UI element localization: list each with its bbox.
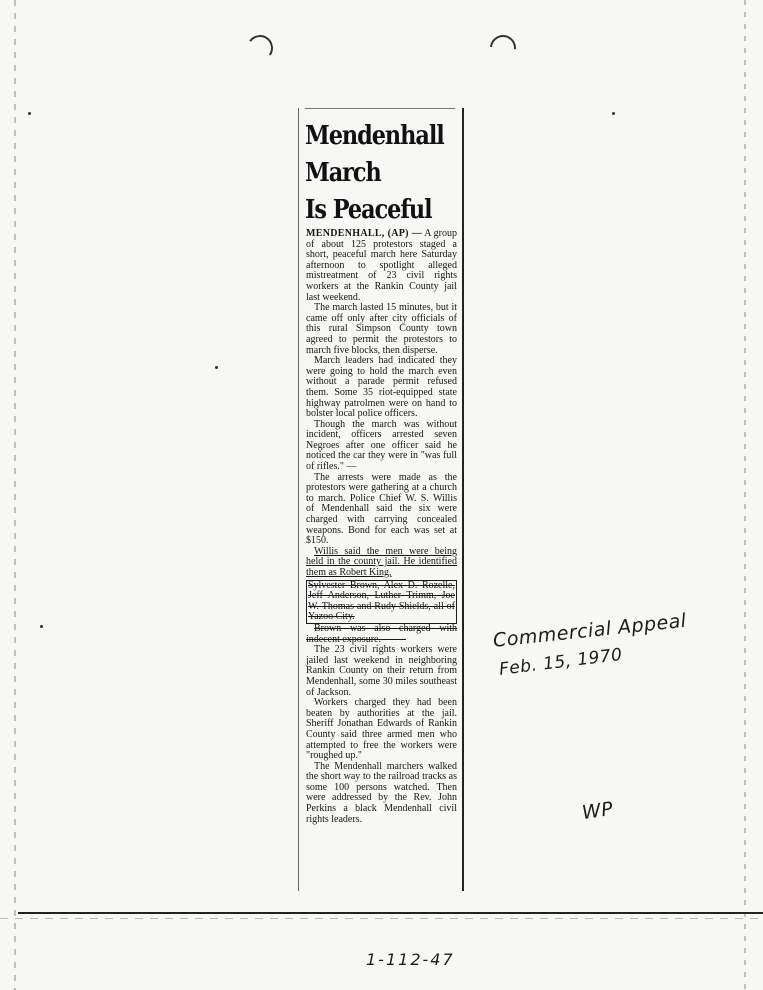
willis-intro: Willis said the men were being held in the county jail. He identified them as Robert King, bbox=[306, 545, 457, 578]
handwritten-initials: WP bbox=[580, 797, 615, 825]
dateline: MENDENHALL, (AP) — bbox=[306, 228, 423, 239]
scan-speck bbox=[28, 112, 31, 115]
article-body bbox=[306, 229, 457, 825]
clipping-top-rule bbox=[305, 108, 455, 109]
paragraph: The march lasted 15 minutes, but it came off only after city officials of this rural Simpson County town agreed to permit the protestors to march five blocks, then disperse. bbox=[306, 302, 457, 356]
scan-speck bbox=[40, 625, 43, 628]
punch-hole-left bbox=[245, 33, 275, 63]
binder-edge-right bbox=[744, 0, 746, 990]
paragraph: The arrests were made as the protestors were gathering at a church to march. Police Chief W. S. Willis of Mendenhall said the six were charged with carrying concealed weapons. Bond for each was set at $150. bbox=[306, 471, 457, 547]
paragraph: Though the march was without incident, officers arrested seven Negroes after one officer said he noticed the car they were in "was full of rifles." — bbox=[306, 418, 457, 473]
handwritten-source: Commercial Appeal bbox=[492, 609, 688, 652]
arrested-names-box bbox=[306, 580, 457, 624]
paragraph: March leaders had indicated they were going to hold the march even without a parade permit refused them. Some 35 riot-equipped state highway patrolmen were on hand to bolster local police officers. bbox=[306, 355, 457, 420]
paragraph-lead bbox=[306, 229, 457, 303]
scan-speck bbox=[612, 112, 615, 115]
page-bottom-rule-dashed bbox=[0, 918, 763, 919]
headline-line-1: Mendenhall bbox=[305, 121, 444, 151]
headline-line-3: Is Peaceful bbox=[305, 195, 432, 225]
page-bottom-rule bbox=[18, 912, 763, 914]
paragraph-brown bbox=[306, 624, 457, 645]
paragraph-closing bbox=[306, 762, 457, 826]
arrested-names: Sylvester Brown, Alex D. Rozelle, Jeff Anderson, Luther Trimm, Joe W. Thomas and Rudy Shields, all of Yazoo City. bbox=[308, 579, 455, 623]
binder-edge-left bbox=[14, 0, 16, 990]
handwritten-date: Feb. 15, 1970 bbox=[498, 644, 624, 680]
paragraph-1-text: A group of about 125 protestors staged a short, peaceful march here Saturday afternoon to spotlight alleged mistreatment of 23 civil rights workers at the Rankin County jail last weekend. bbox=[306, 228, 457, 303]
newspaper-clipping bbox=[298, 108, 464, 891]
handwritten-file-number: 1-112-47 bbox=[366, 950, 455, 969]
headline-line-2: March bbox=[305, 158, 381, 188]
paragraph-willis bbox=[306, 547, 457, 579]
brown-charge: Brown was also charged with indecent exposure. — — bbox=[306, 622, 457, 645]
headline bbox=[305, 118, 444, 229]
closing-text: The Mendenhall marchers walked the short way to the railroad tracks as some 100 persons watched. Then were addressed by the Rev. John Perkins a black Mendenhall civil rights leaders. bbox=[306, 760, 457, 825]
paragraph: Workers charged they had been beaten by authorities at the jail. Sheriff Jonathan Edwards of Rankin County said three armed men who attempted to free the workers were "roughed up." bbox=[306, 697, 457, 762]
scan-speck bbox=[215, 366, 218, 369]
punch-hole-right bbox=[485, 30, 522, 67]
paragraph: The 23 civil rights workers were jailed last weekend in neighboring Rankin County on their return from Mendenhall, some 30 miles southeast of Jackson. bbox=[306, 644, 457, 698]
